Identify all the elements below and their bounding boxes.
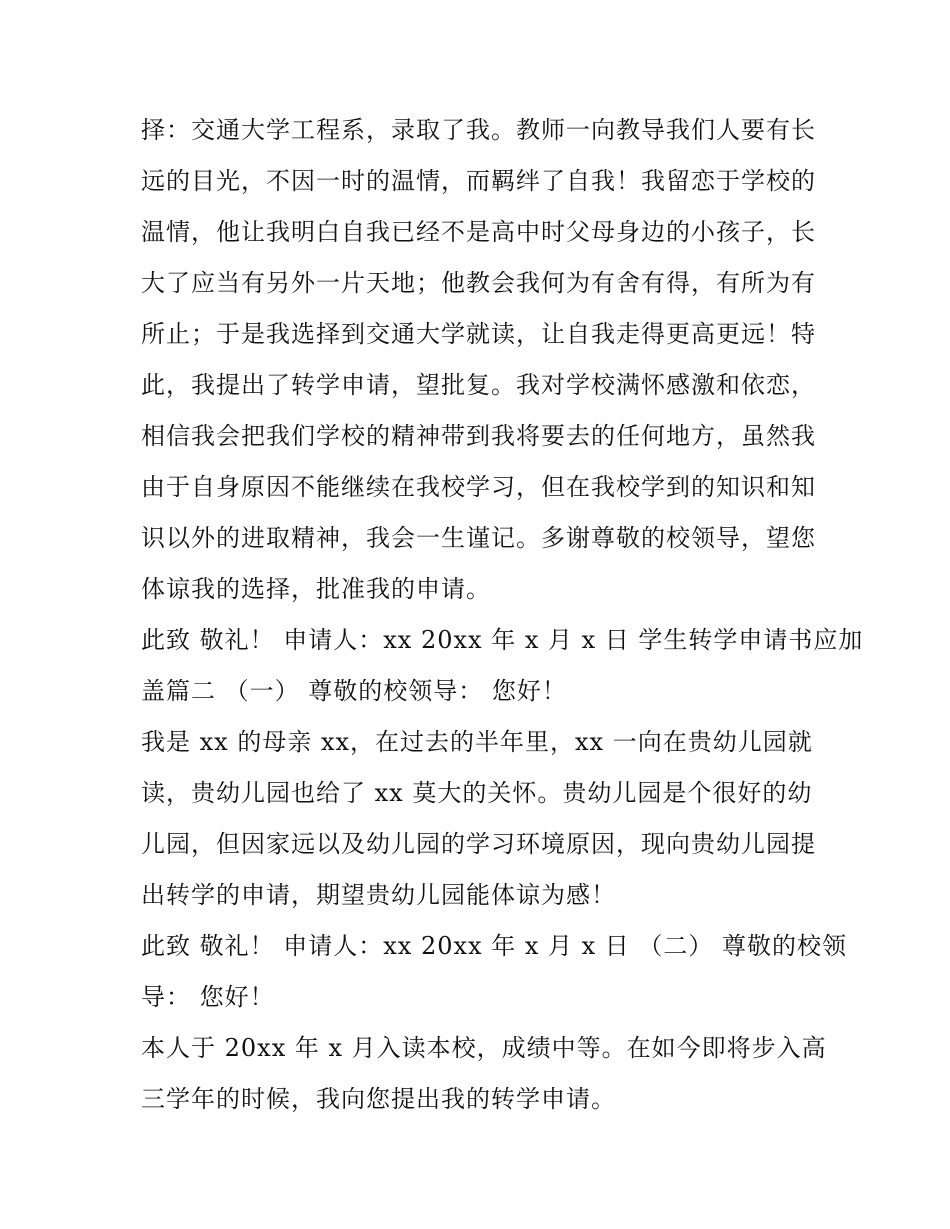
text-line: 我是 xx 的母亲 xx，在过去的半年里，xx 一向在贵幼儿园就 bbox=[141, 728, 813, 756]
text-line: 出转学的申请，期望贵幼儿园能体谅为感！ bbox=[141, 881, 616, 909]
text-line: 相信我会把我们学校的精神带到我将要去的任何地方，虽然我 bbox=[141, 422, 816, 450]
text-line: 盖篇二 （一） 尊敬的校领导： 您好！ bbox=[141, 677, 567, 705]
text-line: 导： 您好！ bbox=[141, 983, 275, 1011]
text-line: 大了应当有另外一片天地；他教会我何为有舍有得，有所为有 bbox=[141, 269, 816, 297]
text-line: 此致 敬礼！ 申请人：xx 20xx 年 x 月 x 日 学生转学申请书应加 bbox=[141, 626, 864, 654]
text-line: 远的目光，不因一时的温情，而羁绊了自我！我留恋于学校的 bbox=[141, 167, 816, 195]
text-line: 温情，他让我明白自我已经不是高中时父母身边的小孩子，长 bbox=[141, 218, 816, 246]
text-line: 本人于 20xx 年 x 月入读本校，成绩中等。在如今即将步入高 bbox=[141, 1034, 827, 1062]
text-line: 此致 敬礼！ 申请人：xx 20xx 年 x 月 x 日 （二） 尊敬的校领 bbox=[141, 932, 848, 960]
text-line: 择：交通大学工程系，录取了我。教师一向教导我们人要有长 bbox=[141, 116, 816, 144]
text-line: 读，贵幼儿园也给了 xx 莫大的关怀。贵幼儿园是个很好的幼 bbox=[141, 779, 813, 807]
text-line: 儿园，但因家远以及幼儿园的学习环境原因，现向贵幼儿园提 bbox=[141, 830, 816, 858]
text-line: 所止；于是我选择到交通大学就读，让自我走得更高更远！特 bbox=[141, 320, 816, 348]
text-line: 体谅我的选择，批准我的申请。 bbox=[141, 575, 491, 603]
text-line: 识以外的进取精神，我会一生谨记。多谢尊敬的校领导，望您 bbox=[141, 524, 816, 552]
text-line: 由于自身原因不能继续在我校学习，但在我校学到的知识和知 bbox=[141, 473, 816, 501]
text-line: 此，我提出了转学申请，望批复。我对学校满怀感激和依恋， bbox=[141, 371, 816, 399]
text-line: 三学年的时候，我向您提出我的转学申请。 bbox=[141, 1085, 616, 1113]
